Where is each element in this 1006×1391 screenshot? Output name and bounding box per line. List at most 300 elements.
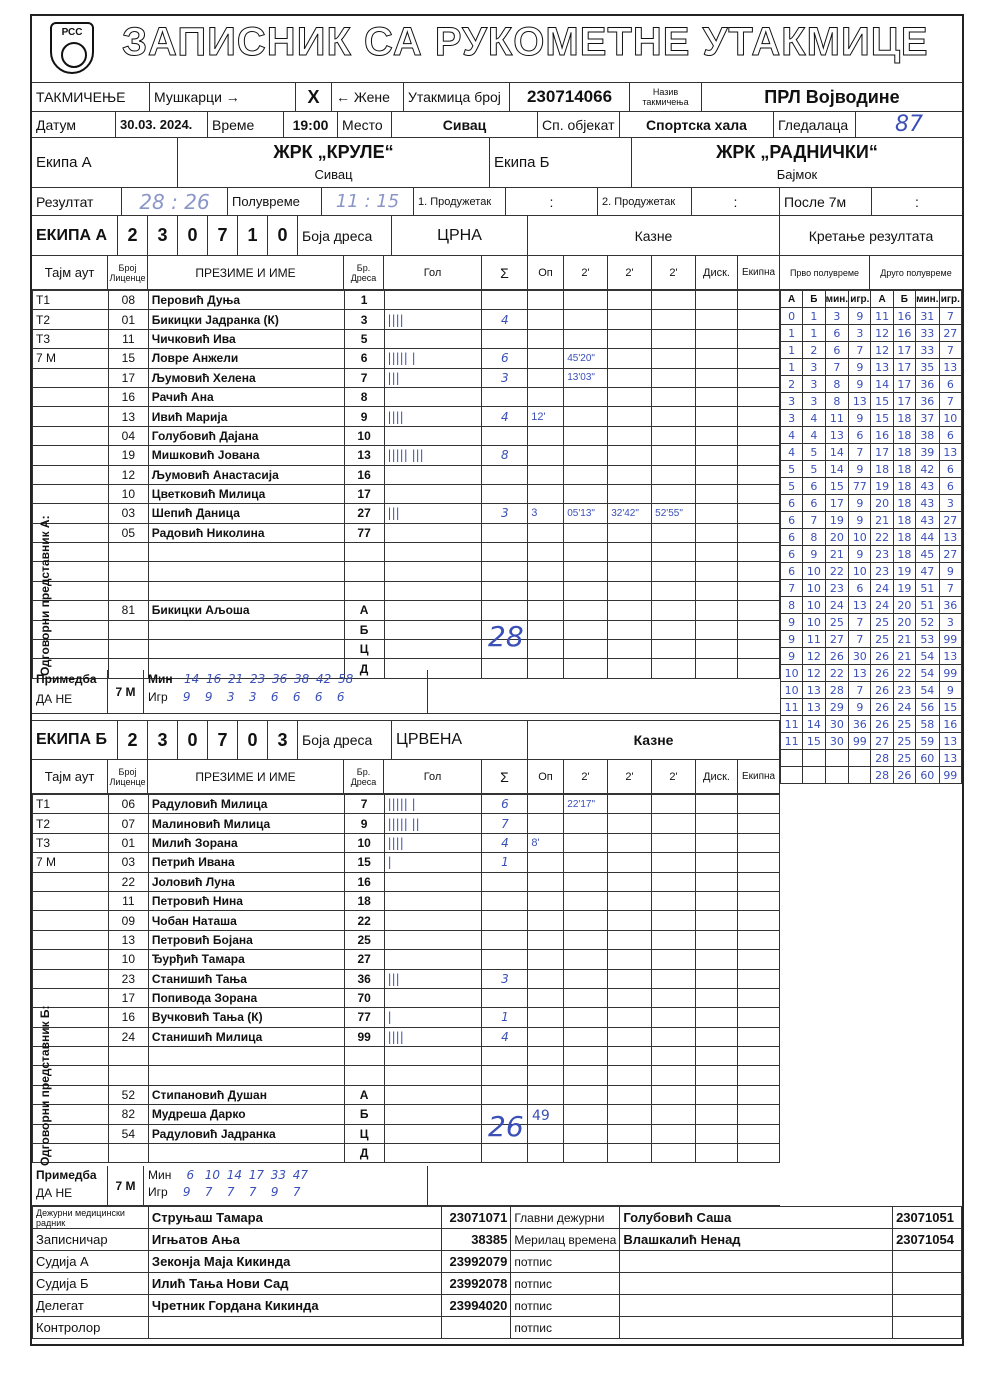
progress-row <box>781 308 962 325</box>
suspension-2 <box>608 853 652 872</box>
player-name: Цветковић Милица <box>148 484 344 503</box>
empty-cell <box>528 640 564 659</box>
suspension-3 <box>652 795 696 814</box>
progress-cell <box>849 767 871 784</box>
license-cell: 03 <box>108 853 148 872</box>
empty-cell <box>528 1066 564 1085</box>
empty-cell <box>344 562 384 581</box>
rss-logo <box>50 22 94 74</box>
warning-cell <box>528 795 564 814</box>
suspension-2 <box>608 426 652 445</box>
progress-row <box>781 427 962 444</box>
goal-tally: ||| <box>384 969 482 988</box>
progress-cell: 3 <box>781 410 803 427</box>
table-row <box>33 523 780 542</box>
empty-cell <box>608 562 652 581</box>
time-value: 19:00 <box>284 112 338 137</box>
footer-license: 23992079 <box>442 1251 511 1273</box>
progress-cell: 6 <box>849 427 871 444</box>
progress-row <box>781 716 962 733</box>
penalties-b-label: Казне <box>528 721 780 759</box>
empty-cell <box>528 1047 564 1066</box>
competition-name: ПРЛ Војводине <box>764 86 900 107</box>
progress-row <box>781 614 962 631</box>
progress-cell: 12 <box>871 342 893 359</box>
player-name: Ловре Анжели <box>148 349 344 368</box>
disqualification-cell <box>696 329 738 348</box>
warning-cell <box>528 950 564 969</box>
table-row <box>33 310 780 329</box>
timeout-cell <box>33 465 109 484</box>
goal-tally: |||| <box>384 833 482 852</box>
seven-m-entry: 3 <box>248 690 257 704</box>
suspension-1: 05'13" <box>564 504 608 523</box>
progress-cell: 26 <box>825 648 849 665</box>
team-b-rep-label: Одговорни представник Б: <box>38 1005 52 1166</box>
progress-cell: 27 <box>939 325 961 342</box>
official-letter: Д <box>344 1144 384 1163</box>
suspension-2 <box>608 387 652 406</box>
goal-tally <box>384 387 482 406</box>
empty-cell <box>652 581 696 600</box>
timeout-cell <box>33 426 109 445</box>
disqualification-cell <box>696 310 738 329</box>
progress-cell: 18 <box>893 529 915 546</box>
team-penalty-cell <box>737 872 779 891</box>
team-b-name: ЖРК „РАДНИЧКИ“ <box>716 142 878 162</box>
suspension-1 <box>564 988 608 1007</box>
warning-cell <box>528 523 564 542</box>
timeout-cell <box>33 387 109 406</box>
progress-cell: 33 <box>915 342 939 359</box>
progress-col-header: мин. <box>915 291 939 308</box>
license-cell: 17 <box>108 988 148 1007</box>
footer-role2: потпис <box>511 1295 620 1317</box>
goal-sum: 4 <box>482 310 528 329</box>
empty-cell <box>738 601 780 620</box>
warning-cell <box>528 988 564 1007</box>
progress-col-header: игр. <box>849 291 871 308</box>
progress-cell: 18 <box>871 461 893 478</box>
footer-license: 38385 <box>442 1229 511 1251</box>
suspension-2 <box>608 795 652 814</box>
team-b-remark: Примедба ДА НЕ 7 М Мин 6 10 14 17 33 47 Игр 9 7 7 7 9 7 <box>32 1166 780 1206</box>
disqualification-cell <box>696 484 738 503</box>
suspension-2 <box>608 950 652 969</box>
progress-cell: 25 <box>871 631 893 648</box>
empty-cell <box>108 562 148 581</box>
empty-cell <box>528 543 564 562</box>
seven-m-minutes-b <box>179 1168 311 1182</box>
disqualification-cell <box>696 349 738 368</box>
progress-cell: 26 <box>871 682 893 699</box>
empty-cell <box>737 1124 779 1143</box>
team-penalty-cell <box>737 1008 779 1027</box>
progress-cell: 9 <box>781 631 803 648</box>
progress-cell: 54 <box>915 665 939 682</box>
disqualification-cell <box>696 446 738 465</box>
empty-cell <box>528 1124 564 1143</box>
progress-cell: 17 <box>893 342 915 359</box>
empty-cell <box>564 581 608 600</box>
empty-cell <box>384 1085 482 1104</box>
progress-cell: 27 <box>939 546 961 563</box>
shirt-number: 36 <box>344 969 384 988</box>
footer-role: Дежурни медицински радник <box>33 1207 149 1229</box>
seven-m-entry: 7 <box>204 1185 213 1199</box>
time-label: Време <box>208 112 284 137</box>
empty-cell <box>696 1124 738 1143</box>
team-penalty-cell <box>737 795 779 814</box>
empty-cell <box>148 1066 344 1085</box>
footer-role: Контролор <box>33 1317 149 1339</box>
empty-cell <box>384 562 482 581</box>
shirt-number: 77 <box>344 1008 384 1027</box>
license-cell: 09 <box>108 911 148 930</box>
shirt-number: 1 <box>344 291 384 310</box>
suspension-1: 13'03" <box>564 368 608 387</box>
progress-cell: 8 <box>825 393 849 410</box>
official-letter: Д <box>344 659 384 678</box>
progress-cell: 15 <box>825 478 849 495</box>
team-penalty-cell <box>738 465 780 484</box>
progress-cell <box>803 767 825 784</box>
footer-license2: 23071051 <box>893 1207 962 1229</box>
competition-label: ТАКМИЧЕЊЕ <box>32 83 150 111</box>
suspension-3 <box>652 853 696 872</box>
progress-cell <box>825 767 849 784</box>
empty-cell <box>652 601 696 620</box>
progress-cell: 5 <box>781 461 803 478</box>
empty-cell <box>148 562 344 581</box>
progress-cell: 36 <box>939 597 961 614</box>
half-b: 15 <box>376 191 400 212</box>
official-name: Бикицки Аљоша <box>148 601 344 620</box>
official-row <box>33 1144 780 1163</box>
progress-cell: 23 <box>871 546 893 563</box>
suspension-2 <box>608 930 652 949</box>
goal-tally <box>384 523 482 542</box>
team-b-section-label: ЕКИПА Б <box>32 721 118 759</box>
progress-cell: 30 <box>825 733 849 750</box>
table-row <box>33 581 780 600</box>
suspension-3 <box>652 349 696 368</box>
progress-cell: 18 <box>893 427 915 444</box>
goal-tally <box>384 930 482 949</box>
seven-m-entry: 6 <box>186 1168 195 1182</box>
progress-cell: 43 <box>915 495 939 512</box>
progress-cell: 11 <box>803 631 825 648</box>
progress-cell: 53 <box>915 631 939 648</box>
progress-cell: 11 <box>871 308 893 325</box>
player-name: Радовић Николина <box>148 523 344 542</box>
progress-cell: 11 <box>781 699 803 716</box>
timeout-cell <box>33 446 109 465</box>
player-name: Петрић Ивана <box>148 853 344 872</box>
team-b-label: Екипа Б <box>490 138 632 187</box>
place-label: Место <box>338 112 392 137</box>
progress-cell: 4 <box>803 410 825 427</box>
table-row <box>33 795 780 814</box>
empty-cell <box>608 543 652 562</box>
progress-cell: 16 <box>871 427 893 444</box>
progress-row <box>781 376 962 393</box>
license-cell: 17 <box>108 368 148 387</box>
code-digit: 7 <box>208 216 238 255</box>
suspension-2 <box>608 310 652 329</box>
progress-cell: 31 <box>915 308 939 325</box>
progress-cell: 5 <box>803 461 825 478</box>
progress-cell: 6 <box>939 478 961 495</box>
shirt-number: 18 <box>344 891 384 910</box>
footer-name2 <box>620 1295 893 1317</box>
footer-row <box>33 1229 962 1251</box>
team-penalty-cell <box>737 988 779 1007</box>
license-cell: 10 <box>108 950 148 969</box>
progress-cell: 6 <box>781 529 803 546</box>
code-digit: 1 <box>238 216 268 255</box>
player-name: Петровић Бојана <box>148 930 344 949</box>
progress-cell: 9 <box>803 546 825 563</box>
date-value: 30.03. 2024. <box>116 112 208 137</box>
empty-cell <box>528 562 564 581</box>
footer-row <box>33 1207 962 1229</box>
goal-tally: |||| <box>384 310 482 329</box>
timeout-cell <box>33 407 109 426</box>
goal-tally <box>384 465 482 484</box>
disqualification-cell <box>696 988 738 1007</box>
suspension-1 <box>564 814 608 833</box>
progress-cell: 33 <box>915 325 939 342</box>
suspension-3 <box>652 988 696 1007</box>
seven-m-entry: 7 <box>292 1185 301 1199</box>
progress-cell: 6 <box>781 546 803 563</box>
footer-name: Чретник Гордана Кикинда <box>148 1295 442 1317</box>
progress-cell: 20 <box>871 495 893 512</box>
progress-cell: 7 <box>939 342 961 359</box>
suspension-1 <box>564 872 608 891</box>
license-cell: 01 <box>108 310 148 329</box>
spectators-label: Гледалаца <box>774 112 856 137</box>
warning-cell <box>528 484 564 503</box>
empty-cell <box>652 620 696 639</box>
player-name: Милић Зорана <box>148 833 344 852</box>
team-penalty-cell <box>738 426 780 445</box>
progress-cell: 9 <box>939 682 961 699</box>
table-row <box>33 291 780 310</box>
progress-cell: 14 <box>825 444 849 461</box>
seven-m-entry: 10 <box>204 1168 220 1182</box>
progress-cell: 26 <box>871 716 893 733</box>
timeout-cell <box>33 368 109 387</box>
empty-cell <box>564 1124 608 1143</box>
empty-cell <box>564 640 608 659</box>
goal-tally: ||| <box>384 368 482 387</box>
seven-m-entry: 6 <box>292 690 301 704</box>
empty-cell <box>564 601 608 620</box>
team-penalty-cell <box>737 814 779 833</box>
table-row <box>33 446 780 465</box>
progress-label: Кретање резултата <box>808 227 934 244</box>
team-a-remark: Примедба ДА НЕ 7 М Мин 14 16 21 23 36 38 42 58 Игр 9 9 3 3 6 6 6 6 <box>32 670 780 714</box>
progress-row <box>781 682 962 699</box>
empty-cell <box>608 640 652 659</box>
progress-cell: 27 <box>825 631 849 648</box>
code-digit: 3 <box>148 216 178 255</box>
team-penalty-cell <box>738 291 780 310</box>
seven-m-entry: 9 <box>182 1185 191 1199</box>
min-a-label: Мин <box>148 672 173 686</box>
goal-sum: 4 <box>482 833 528 852</box>
suspension-3 <box>652 930 696 949</box>
footer-license <box>442 1317 511 1339</box>
progress-cell: 9 <box>849 512 871 529</box>
footer-role: Судија А <box>33 1251 149 1273</box>
footer-role: Записничар <box>33 1229 149 1251</box>
progress-cell: 25 <box>825 614 849 631</box>
progress-cell: 6 <box>939 461 961 478</box>
footer-row <box>33 1251 962 1273</box>
suspension-1 <box>564 833 608 852</box>
date-label: Датум <box>32 112 116 137</box>
progress-cell: 29 <box>825 699 849 716</box>
table-row <box>33 988 780 1007</box>
empty-cell <box>482 601 528 620</box>
shirt-number: 8 <box>344 387 384 406</box>
footer-license2 <box>893 1251 962 1273</box>
team-a-city: Сивац <box>314 167 353 182</box>
progress-cell: 22 <box>893 665 915 682</box>
warning-cell: 8' <box>528 833 564 852</box>
progress-cell: 18 <box>893 546 915 563</box>
progress-cell: 99 <box>939 767 961 784</box>
license-cell <box>108 640 148 659</box>
warning-cell <box>528 465 564 484</box>
progress-cell: 20 <box>893 597 915 614</box>
score-progress-grid <box>780 290 962 784</box>
progress-row <box>781 393 962 410</box>
suspension-3 <box>652 523 696 542</box>
progress-cell: 25 <box>893 716 915 733</box>
progress-cell: 39 <box>915 444 939 461</box>
empty-cell <box>608 1047 652 1066</box>
suspension-3 <box>652 484 696 503</box>
disqualification-cell <box>696 872 738 891</box>
progress-cell: 7 <box>849 682 871 699</box>
disqualification-cell <box>696 426 738 445</box>
table-row <box>33 1047 780 1066</box>
progress-row <box>781 495 962 512</box>
progress-cell: 17 <box>893 359 915 376</box>
goal-sum: 3 <box>482 368 528 387</box>
player-name: Шепић Даница <box>148 504 344 523</box>
progress-cell: 3 <box>849 325 871 342</box>
team-penalty-cell <box>738 523 780 542</box>
progress-row <box>781 461 962 478</box>
progress-cell: 17 <box>893 376 915 393</box>
seven-m-entry: 23 <box>249 672 266 686</box>
progress-cell: 24 <box>871 580 893 597</box>
progress-cell: 24 <box>871 597 893 614</box>
suspension-2 <box>608 891 652 910</box>
jersey-a-color: ЦРНА <box>392 216 528 255</box>
player-name: Попивода Зорана <box>148 988 344 1007</box>
progress-cell: 0 <box>781 308 803 325</box>
team-b-total: 26 <box>488 1110 524 1143</box>
goal-tally: |||| <box>384 1027 482 1046</box>
table-row <box>33 368 780 387</box>
team-penalty-cell <box>737 969 779 988</box>
progress-cell: 13 <box>849 665 871 682</box>
empty-cell <box>696 581 738 600</box>
team-penalty-cell <box>737 833 779 852</box>
progress-cell: 25 <box>893 750 915 767</box>
progress-row <box>781 597 962 614</box>
seven-m-minutes-a <box>181 672 357 686</box>
seven-m-entry: 6 <box>270 690 279 704</box>
goal-sum: 3 <box>482 504 528 523</box>
progress-cell <box>825 750 849 767</box>
footer-role: Судија Б <box>33 1273 149 1295</box>
suspension-3 <box>652 329 696 348</box>
footer-license: 23071071 <box>442 1207 511 1229</box>
progress-cell: 12 <box>871 325 893 342</box>
footer-role2: потпис <box>511 1251 620 1273</box>
empty-cell <box>148 1047 344 1066</box>
goal-tally <box>384 891 482 910</box>
empty-cell <box>564 1144 608 1163</box>
team-a-columns: Тајм аут Број Лиценце ПРЕЗИМЕ И ИМЕ Бр. Дреса Гол Σ Оп 2' 2' 2' Диск. Екипна Прво полувреме Друго полувреме <box>32 256 962 290</box>
team-penalty-cell <box>738 387 780 406</box>
progress-row <box>781 410 962 427</box>
progress-cell <box>803 750 825 767</box>
empty-cell <box>652 1124 696 1143</box>
goal-sum <box>482 465 528 484</box>
progress-cell: 47 <box>915 563 939 580</box>
suspension-2 <box>608 465 652 484</box>
official-name: Стипановић Душан <box>148 1085 344 1104</box>
goal-tally <box>384 484 482 503</box>
suspension-1 <box>564 950 608 969</box>
progress-cell: 10 <box>803 563 825 580</box>
progress-cell: 13 <box>849 597 871 614</box>
penalties-a-label: Казне <box>528 216 780 255</box>
progress-cell: 5 <box>803 444 825 461</box>
progress-cell: 16 <box>893 308 915 325</box>
shirt-number: 6 <box>344 349 384 368</box>
col-name: ПРЕЗИМЕ И ИМЕ <box>148 256 344 289</box>
empty-cell <box>564 562 608 581</box>
progress-cell: 3 <box>803 376 825 393</box>
progress-row <box>781 512 962 529</box>
empty-cell <box>482 1066 528 1085</box>
progress-col-header: Б <box>803 291 825 308</box>
goal-sum <box>482 523 528 542</box>
competition-row: ТАКМИЧЕЊЕ Мушкарци → X ← Жене Утакмица број 230714066 Назив такмичења ПРЛ Војводине <box>32 82 962 112</box>
progress-cell: 18 <box>893 410 915 427</box>
footer-row <box>33 1273 962 1295</box>
warning-cell <box>528 911 564 930</box>
progress-cell: 3 <box>939 614 961 631</box>
official-row <box>33 1105 780 1124</box>
progress-cell: 22 <box>825 563 849 580</box>
table-row <box>33 969 780 988</box>
team-a-label: Екипа А <box>32 138 178 187</box>
progress-cell: 56 <box>915 699 939 716</box>
footer-name2 <box>620 1273 893 1295</box>
disqualification-cell <box>696 1027 738 1046</box>
table-row <box>33 950 780 969</box>
